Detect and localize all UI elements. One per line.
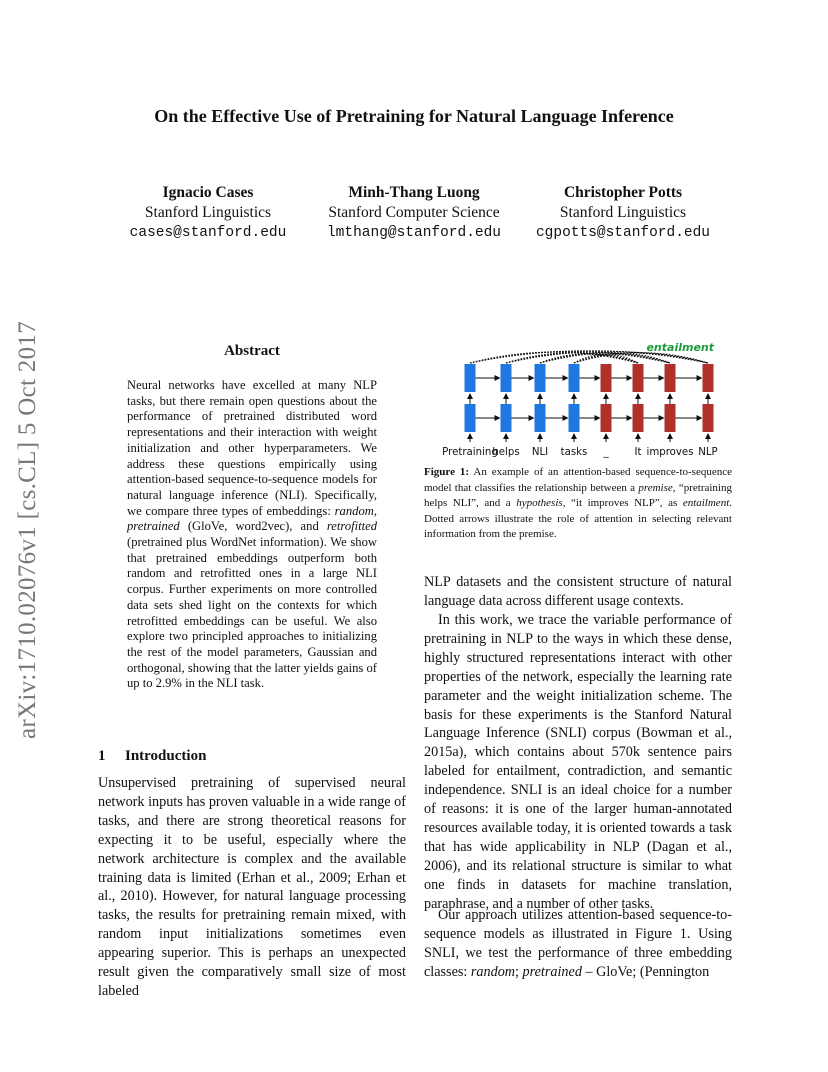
right-paragraph-2: Our approach utilizes attention-based sequence-to-sequence models as illustrated in Figure 1. Using SNLI, we test the performance of three embedding classes: random; pretrained – GloVe; (Pennington (424, 907, 732, 980)
lstm-cell (535, 404, 546, 432)
lstm-cell (665, 364, 676, 392)
section-title: Introduction (125, 748, 207, 764)
author-email: cgpotts@stanford.edu (535, 225, 711, 241)
lstm-cell (501, 364, 512, 392)
token-label: improves (646, 447, 694, 458)
entailment-label: entailment (646, 341, 714, 354)
intro-paragraph-1: Unsupervised pretraining of supervised neural network inputs has proven valuable in a wide range of tasks, and there are strong theoretical reasons for expecting it to be useful, especially where the network architecture is complex and the available training data is limited (Erhan et al., 2009; Erhan et al., 2010). However, for natural language processing tasks, the results for pretraining remain mixed, with random input initializations sometimes even appearing superior. This is perhaps an unexpected result given the comparatively small size of most labeled (98, 775, 406, 999)
token-label: It (634, 447, 642, 458)
lstm-cell (465, 404, 476, 432)
figure-1-diagram (436, 338, 726, 462)
abstract-text: Neural networks have excelled at many NLP tasks, but there remain open questions about the performance of pretrained distributed word representations and their interaction with weight initialization and other hyperparameters. We address these questions empirically using attention-based sequence-to-sequence models for natural language inference (NLI). Specifically, we compare three types of embeddings: random, pretrained (GloVe, word2vec), and retrofitted (pretrained plus WordNet information). We show that pretrained embeddings outperform both random and retrofitted ones in a large NLI corpus. Further experiments on more controlled data sets shed light on the contexts for which retrofitted embeddings can be useful. We also explore two principled approaches to initializing the rest of the model parameters, Gaussian and orthogonal, showing that the latter yields gains of up to 2.9% in the NLI task. (127, 378, 377, 691)
paper-title: On the Effective Use of Pretraining for Natural Language Inference (154, 106, 674, 126)
lstm-cell (703, 404, 714, 432)
author-affiliation: Stanford Linguistics (144, 204, 272, 221)
token-label: helps (492, 447, 520, 458)
arxiv-stamp-text: arXiv:1710.02076v1 [cs.CL] 5 Oct 2017 (14, 321, 41, 739)
author-block-1 (103, 183, 313, 243)
caption-label: Figure 1: (424, 466, 470, 478)
right-paragraph-1: In this work, we trace the variable performance of pretraining in NLP to the ways in which these dense, highly structured representations interact with other properties of the network, especially the learning rate parameter and the weight initialization scheme. The basis for these experiments is the Stanford Natural Language Inference (SNLI) corpus (Bowman et al., 2015a), which contains about 570k sentence pairs labeled for entailment, contradiction, and semantic independence. SNLI is an ideal choice for a number of reasons: it is one of the larger human-annotated resources available today, it is oriented towards a task that has wide applicability in NLP (Dagan et al., 2006), and its relational structure is similar to what one finds in datasets for machine translation, paraphrase, and a number of other tasks. (424, 612, 732, 912)
right-paragraph-0: NLP datasets and the consistent structure of natural language data across different usage contexts. (424, 574, 732, 609)
section-heading-introduction (98, 748, 206, 765)
arxiv-stamp (8, 300, 48, 760)
lstm-cells (465, 364, 714, 432)
author-block-3 (518, 183, 728, 243)
figure-1-caption (424, 465, 732, 543)
abstract-heading: Abstract (224, 343, 280, 359)
lstm-cell (501, 404, 512, 432)
lstm-cell (569, 404, 580, 432)
section-number: 1 (98, 748, 106, 764)
token-label: NLP (698, 447, 718, 458)
lstm-cell (465, 364, 476, 392)
author-affiliation: Stanford Computer Science (328, 204, 500, 221)
author-email: lmthang@stanford.edu (326, 225, 502, 241)
token-label: _ (603, 447, 609, 458)
token-label: Pretraining (442, 447, 498, 458)
token-labels (442, 447, 718, 458)
token-label: tasks (560, 447, 588, 458)
token-label: NLI (531, 447, 549, 458)
attention-arc (574, 353, 708, 363)
lstm-cell (665, 404, 676, 432)
lstm-cell (601, 364, 612, 392)
lstm-cell (569, 364, 580, 392)
author-name: Ignacio Cases (162, 184, 254, 201)
author-affiliation: Stanford Linguistics (559, 204, 687, 221)
caption-text: An example of an attention-based sequence-to-sequence model that classifies the relationship between a premise, “pretraining helps NLI”, and a hypothesis, “it improves NLP”, as entailment. Dotted arrows illustrate the role of attention in selecting relevant information from the premise. (424, 466, 732, 541)
author-name: Christopher Potts (563, 184, 683, 201)
author-email: cases@stanford.edu (129, 225, 287, 241)
lstm-cell (703, 364, 714, 392)
lstm-cell (601, 404, 612, 432)
lstm-cell (535, 364, 546, 392)
author-block-2 (308, 183, 520, 243)
lstm-cell (633, 364, 644, 392)
lstm-cell (633, 404, 644, 432)
author-name: Minh-Thang Luong (348, 184, 480, 201)
